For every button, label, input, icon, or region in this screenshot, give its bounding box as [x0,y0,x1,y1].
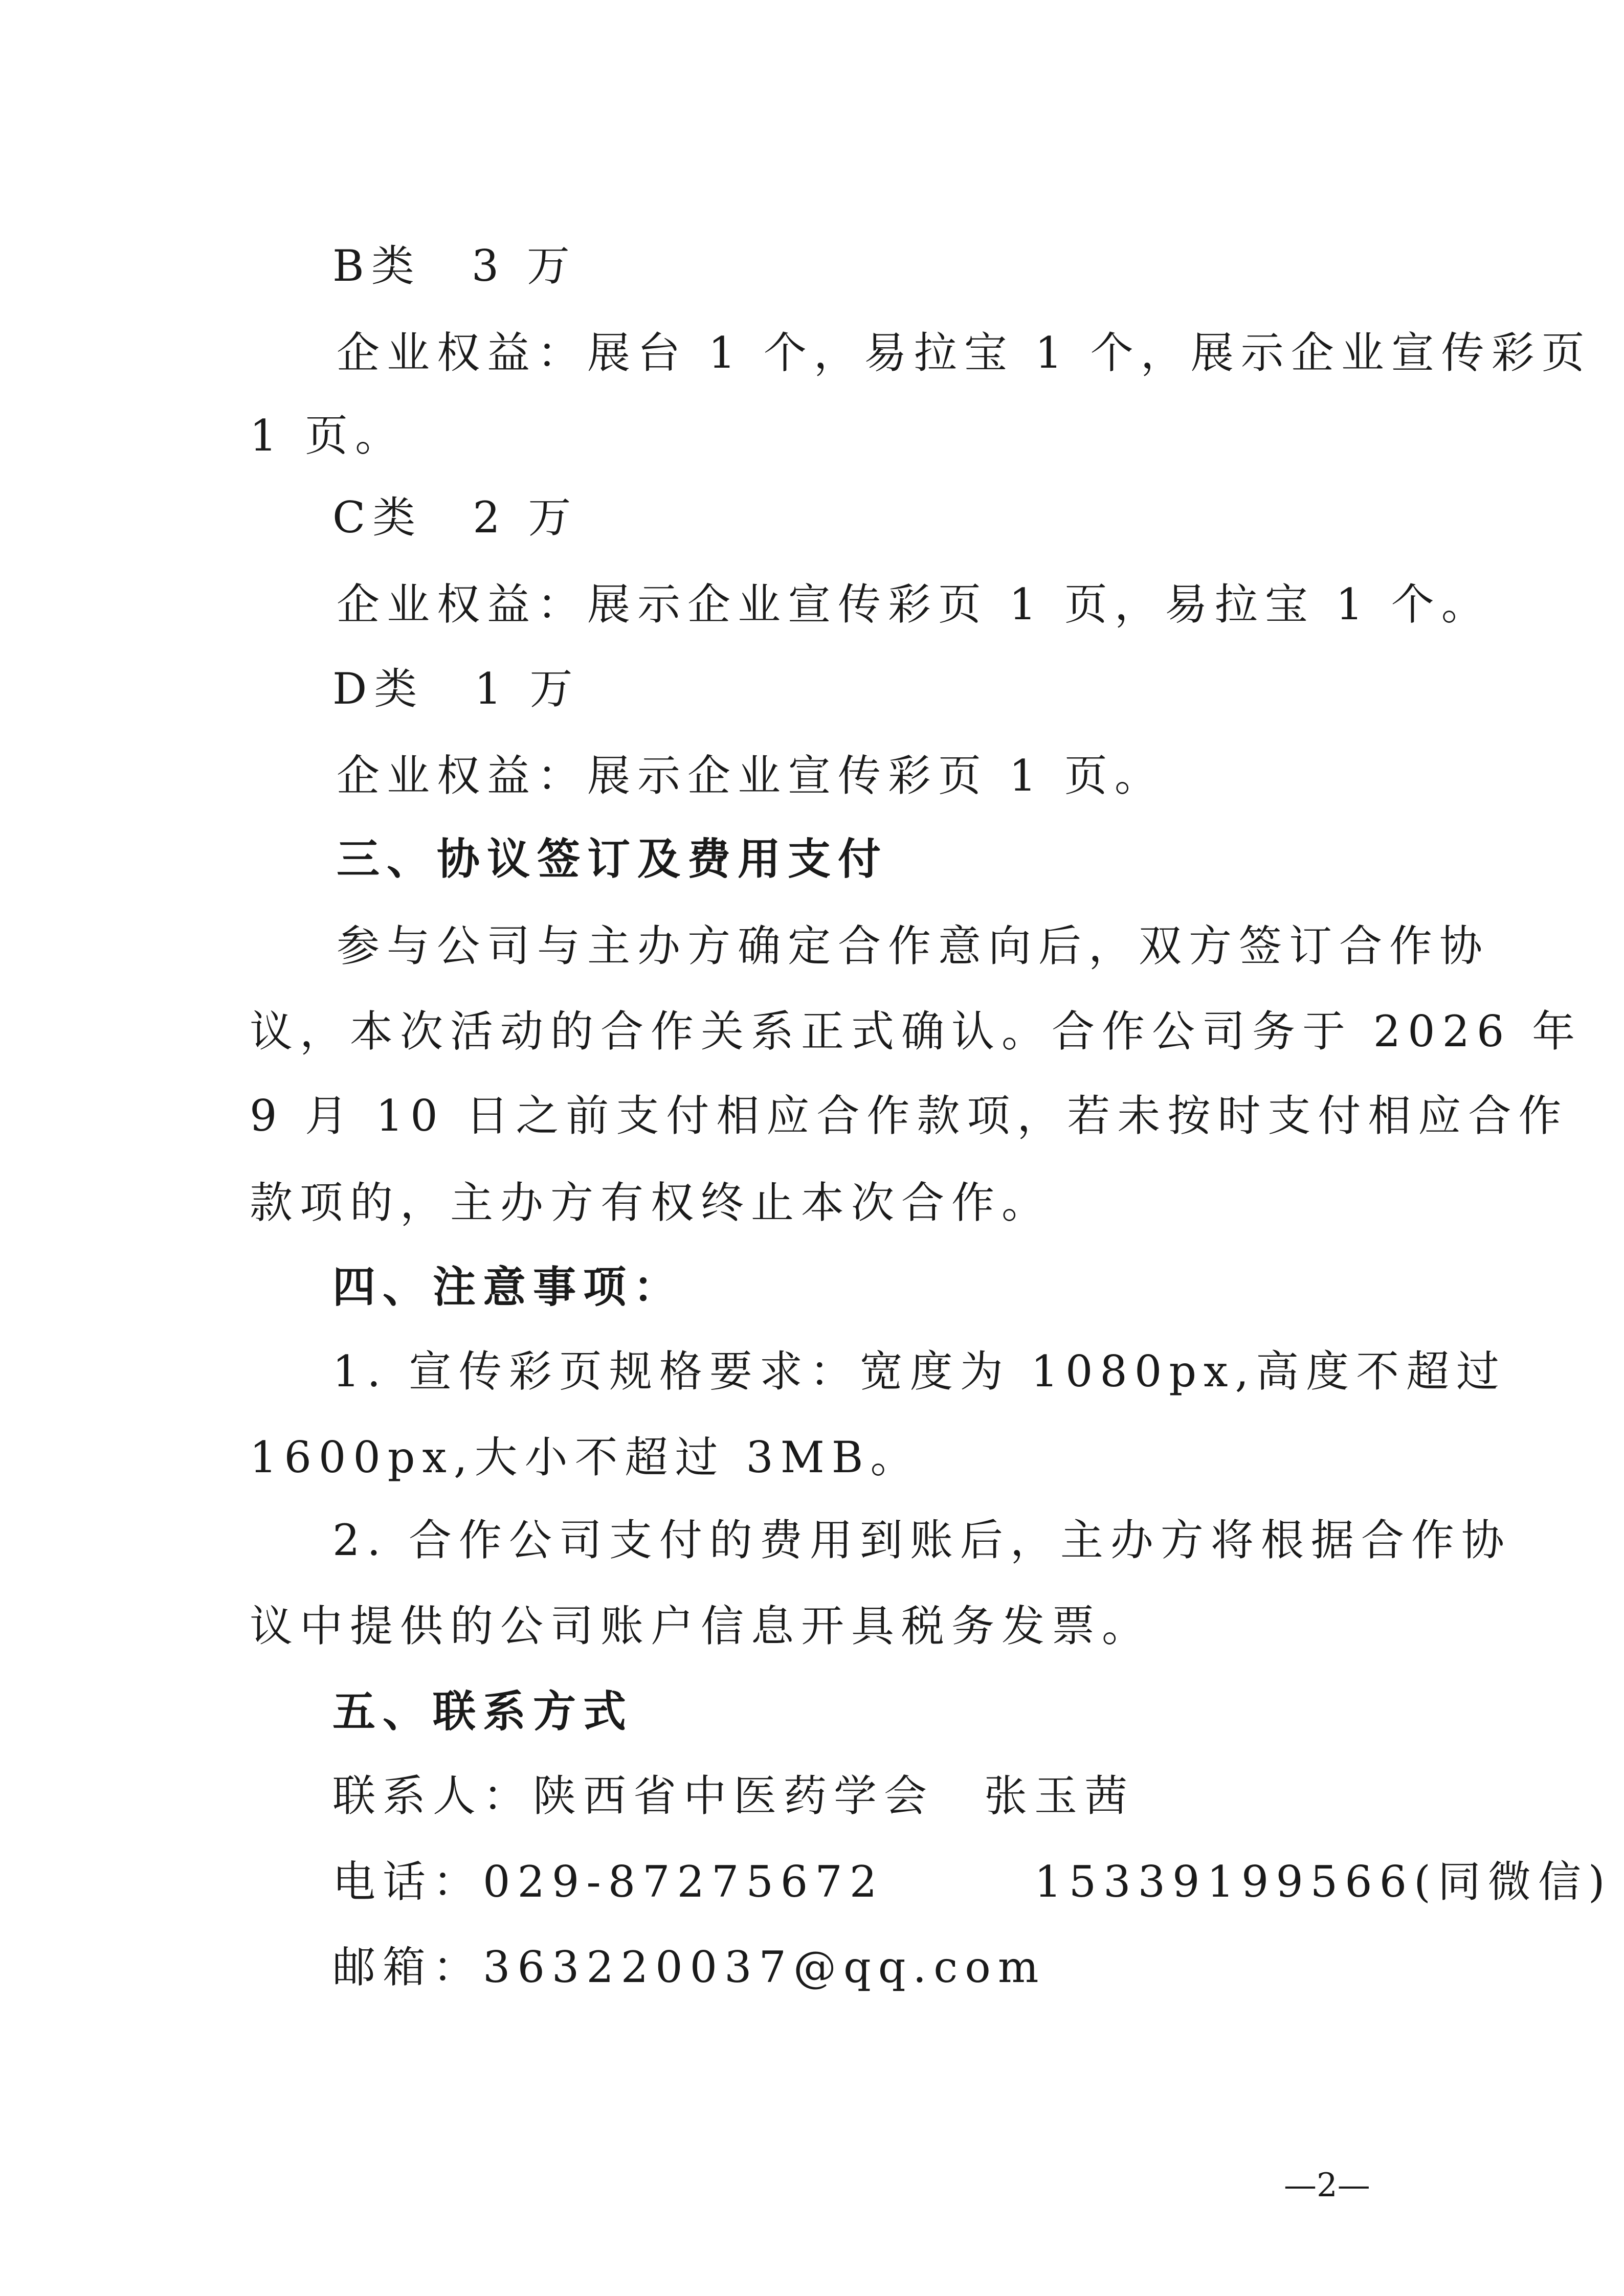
section-3-paragraph-line-1: 参与公司与主办方确定合作意向后，双方签订合作协 [337,921,1490,971]
section-4-heading: 四、注意事项： [332,1262,684,1312]
section-5-heading: 五、联系方式 [332,1686,634,1737]
contact-phone: 电话：029-87275672 15339199566(同微信) [332,1857,1612,1907]
note-2-line-1: 2. 合作公司支付的费用到账后，主办方将根据合作协 [332,1515,1511,1565]
tier-d-title: D类 1 万 [332,664,580,714]
section-3-paragraph-line-2: 议，本次活动的合作关系正式确认。合作公司务于 2026 年 [250,1006,1583,1056]
page-number: —2— [1284,2167,1370,2204]
section-3-paragraph-line-4: 款项的，主办方有权终止本次合作。 [250,1178,1052,1228]
contact-person: 联系人：陕西省中医药学会 张玉茜 [332,1771,1135,1821]
section-3-paragraph-line-3: 9 月 10 日之前支付相应合作款项，若未按时支付相应合作 [250,1091,1569,1141]
note-1-line-1: 1. 宣传彩页规格要求：宽度为 1080px,高度不超过 [332,1346,1507,1397]
note-2-line-2: 议中提供的公司账户信息开具税务发票。 [250,1601,1152,1651]
tier-b-benefits-cont: 1 页。 [250,411,406,461]
tier-b-benefits: 企业权益：展台 1 个，易拉宝 1 个，展示企业宣传彩页 [337,328,1592,378]
tier-d-benefits: 企业权益：展示企业宣传彩页 1 页。 [337,751,1165,801]
tier-c-title: C类 2 万 [332,492,579,543]
section-3-heading: 三、协议签订及费用支付 [337,834,888,884]
contact-email: 邮箱：363220037@qq.com [332,1942,1046,1992]
note-1-line-2: 1600px,大小不超过 3MB。 [250,1432,921,1482]
tier-c-benefits: 企业权益：展示企业宣传彩页 1 页，易拉宝 1 个。 [337,579,1492,629]
tier-b-title: B类 3 万 [332,241,577,291]
